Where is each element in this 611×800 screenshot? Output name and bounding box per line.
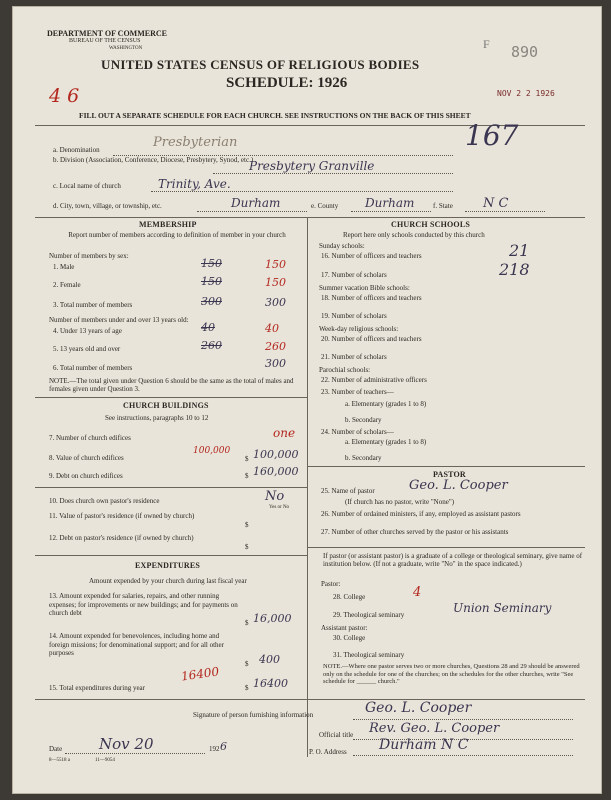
expenditures-sub: Amount expended by your church during last fiscal year <box>89 577 247 585</box>
q29-label: 29. Theological seminary <box>333 611 405 619</box>
schedule-number: 890 <box>511 43 539 61</box>
summer-label: Summer vacation Bible schools: <box>319 284 410 292</box>
age-label: Number of members under and over 13 years old: <box>49 316 189 324</box>
po-address-value: Durham N C <box>379 737 469 753</box>
q3-struck: 300 <box>201 295 222 308</box>
q4-label: 4. Under 13 years of age <box>53 327 122 335</box>
date-value: Nov 20 <box>99 735 154 753</box>
official-title-value: Rev. Geo. L. Cooper <box>369 721 500 736</box>
q9-label: 9. Debt on church edifices <box>49 472 123 480</box>
denomination-label: a. Denomination <box>53 146 100 154</box>
state-label: f. State <box>433 202 453 210</box>
sex-label: Number of members by sex: <box>49 252 129 260</box>
q8-value: 100,000 <box>253 448 299 461</box>
q15-value: 16400 <box>253 677 288 690</box>
q30-label: 30. College <box>333 634 366 642</box>
division-label: b. Division (Association, Conference, Diocese, Presbytery, Synod, etc.) <box>53 156 254 164</box>
q5-label: 5. 13 years old and over <box>53 345 121 353</box>
q2-struck: 150 <box>201 275 222 288</box>
buildings-heading: CHURCH BUILDINGS <box>123 401 209 410</box>
q25-label: 25. Name of pastor <box>321 487 375 495</box>
q12-label: 12. Debt on pastor's residence (if owned by church) <box>49 534 194 542</box>
date-year: 192 <box>209 745 220 753</box>
state-value: N C <box>483 196 509 211</box>
q23-label: 23. Number of teachers— <box>321 388 394 396</box>
po-address-label: P. O. Address <box>309 748 347 756</box>
q22-label: 22. Number of administrative officers <box>321 376 427 384</box>
q23b-label: b. Secondary <box>345 416 382 424</box>
q3-value: 300 <box>265 296 286 309</box>
census-schedule-page: DEPARTMENT OF COMMERCE BUREAU OF THE CENSUS WASHINGTON UNITED STATES CENSUS OF RELIGIOUS BODIES SCHEDULE: 1926 4 6 F 890 NOV 2 2 1926 FILL OUT A SEPARATE SCHEDULE FOR EACH CHURCH. SEE INSTRUCTIONS ON THE BACK OF THIS SHEET 167 a. Denomination Presbyterian b. Division (Association, Conference, Diocese, Presbytery, Synod, etc.) Presbytery Granville c. Local name of church Trinity, Ave. d. City, town, village, or township, etc. Durham e. County Durham f. State N C MEMBERSHIP Report number of members according to definition of member in your church Number of members by sex: 1. Male 150 150 2. Female 150 150 3. Total number of members 300 300 Number of members under and over 13 years old: 4. Under 13 years of age 40 40 5. 13 years old and over 260 260 6. Total number of members 300 NOTE.—The total given under Question 6 should be the same as the total of males and females given under Question 3. CHURCH BUILDINGS See instructions, paragraphs 10 to 12 7. Number of church edifices one 8. Value of church edifices 100,000 $ 100,000 9. Debt on church edifices $ 160,000 10. Does church own pastor's residence No Yes or No 11. Value of pastor's residence (if owned by church) $ 12. Debt on pastor's residence (if owned by church) $ EXPENDITURES Amount expended by your church during last fiscal year 13. Amount expended for salaries, repairs, and other running expenses; for improvements or new buildings; and for payments on church debt $ 16,000 14. Amount expended for benevolences, including home and foreign missions; for denominational support; and for all other purposes $ 400 16400 15. Total expenditures during year $ 16400 CHURCH SCHOOLS Report here only schools conducted by this church Sunday schools: 16. Number of officers and teachers 21 17. Number of scholars 218 Summer vacation Bible schools: 18. Number of officers and teachers 19. Number of scholars Week-day religious schools: 20. Number of officers and teachers 21. Number of scholars Parochial schools: 22. Number of administrative officers 23. Number of teachers— a. Elementary (grades 1 to 8) b. Secondary 24. Number of scholars— a. Elementary (grades 1 to 8) b. Secondary PASTOR 25. Name of pastor Geo. L. Cooper (If church has no pastor, write "None") 26. Number of ordained ministers, if any, employed as assistant pastors 27. Number of other churches served by the pastor or his assistants If pastor (or assistant pastor) is a graduate of a college or theological seminary, give name of institution below. (If not a graduate, write "No" in the space indicated.) Pastor: 28. College 4 29. Theological seminary Union Seminary Assistant pastor: 30. College 31. Theological seminary NOTE.—Where one pastor serves two or more churches, Questions 28 and 29 should be answered only on the schedule for one of the churches; on the schedules for the other churches, write "See schedule for ______ church." Signature of person furnishing information Geo. L. Cooper Official title Rev. Geo. L. Cooper Date Nov 20 192 6 P. O. Address Durham N C 8—5518 a 11—9054 <box>12 6 602 794</box>
q2-value: 150 <box>265 276 286 289</box>
q9-value: 160,000 <box>253 465 299 478</box>
q25-note: (If church has no pastor, write "None") <box>345 498 455 506</box>
city-value: Durham <box>231 196 281 210</box>
q5-value: 260 <box>265 340 286 353</box>
q16-value: 21 <box>509 241 530 260</box>
q13-label: 13. Amount expended for salaries, repairs, and other running expenses; for improvements or new buildings; and for payments on church debt <box>49 592 238 617</box>
q5-struck: 260 <box>201 339 222 352</box>
q4-value: 40 <box>265 322 279 335</box>
q18-label: 18. Number of officers and teachers <box>321 294 422 302</box>
parochial-label: Parochial schools: <box>319 366 371 374</box>
sunday-label: Sunday schools: <box>319 242 365 250</box>
q10-value: No <box>265 489 285 504</box>
print-code: 11—9054 <box>95 758 115 763</box>
county-value: Durham <box>365 196 415 210</box>
q14-value: 400 <box>259 653 280 666</box>
signature-label: Signature of person furnishing information <box>193 711 314 719</box>
q8-label: 8. Value of church edifices <box>49 454 124 462</box>
q14-label: 14. Amount expended for benevolences, including home and foreign missions; for denominational support; and for all other purposes <box>49 632 224 657</box>
q2-label: 2. Female <box>53 281 81 289</box>
schools-heading: CHURCH SCHOOLS <box>391 220 471 229</box>
q6-value: 300 <box>265 357 286 370</box>
q15-red-value: 16400 <box>180 664 220 684</box>
date-label: Date <box>49 745 63 753</box>
city-label: d. City, town, village, or township, etc. <box>53 202 162 210</box>
buildings-sub: See instructions, paragraphs 10 to 12 <box>105 414 209 422</box>
q1-struck: 150 <box>201 257 222 270</box>
county-label: e. County <box>311 202 339 210</box>
q1-label: 1. Male <box>53 263 75 271</box>
q7-label: 7. Number of church edifices <box>49 434 131 442</box>
instruction-line: FILL OUT A SEPARATE SCHEDULE FOR EACH CHURCH. SEE INSTRUCTIONS ON THE BACK OF THIS SHEET <box>79 111 471 120</box>
graduate-note: If pastor (or assistant pastor) is a graduate of a college or theological seminary, give name of institution below. (If not a graduate, write "No" in the space indicated.) <box>323 552 583 568</box>
q26-label: 26. Number of ordained ministers, if any, employed as assistant pastors <box>321 510 521 518</box>
q27-label: 27. Number of other churches served by the pastor or his assistants <box>321 528 509 536</box>
membership-intro: Report number of members according to definition of member in your church <box>68 231 286 239</box>
signature-value: Geo. L. Cooper <box>365 700 472 716</box>
q23a-label: a. Elementary (grades 1 to 8) <box>345 400 427 408</box>
q15-label: 15. Total expenditures during year <box>49 684 145 692</box>
local-name-value: Trinity, Ave. <box>158 177 231 191</box>
schools-sub: Report here only schools conducted by this church <box>343 231 485 239</box>
q7-value: one <box>273 426 296 440</box>
q24a-label: a. Elementary (grades 1 to 8) <box>345 438 427 446</box>
q31-label: 31. Theological seminary <box>333 651 405 659</box>
q29-value: Union Seminary <box>453 601 552 615</box>
q4-struck: 40 <box>201 321 215 334</box>
yes-no-hint: Yes or No <box>269 505 290 510</box>
q28-label: 28. College <box>333 593 366 601</box>
q10-label: 10. Does church own pastor's residence <box>49 497 160 505</box>
pastor-heading: PASTOR <box>433 470 466 479</box>
page-subtitle: SCHEDULE: 1926 <box>226 75 348 91</box>
weekday-label: Week-day religious schools: <box>319 325 399 333</box>
q20-label: 20. Number of officers and teachers <box>321 335 422 343</box>
q25-value: Geo. L. Cooper <box>409 478 508 493</box>
bureau-name: BUREAU OF THE CENSUS <box>69 38 141 44</box>
assistant-label: Assistant pastor: <box>321 624 368 632</box>
q11-label: 11. Value of pastor's residence (if owned by church) <box>49 512 195 520</box>
q28-value: 4 <box>413 585 422 600</box>
q17-label: 17. Number of scholars <box>321 271 387 279</box>
q24b-label: b. Secondary <box>345 454 382 462</box>
q6-label: 6. Total number of members <box>53 364 133 372</box>
big-code: 167 <box>465 119 519 152</box>
q3-label: 3. Total number of members <box>53 301 133 309</box>
membership-heading: MEMBERSHIP <box>139 220 197 229</box>
red-code: 4 6 <box>49 85 80 107</box>
bureau-city: WASHINGTON <box>109 46 143 51</box>
q17-value: 218 <box>499 260 530 279</box>
q1-value: 150 <box>265 258 286 271</box>
q8-red-value: 100,000 <box>193 446 231 456</box>
form-letter: F <box>483 37 490 51</box>
division-value: Presbytery Granville <box>249 159 375 173</box>
dept-name: DEPARTMENT OF COMMERCE <box>47 29 168 38</box>
page-title: UNITED STATES CENSUS OF RELIGIOUS BODIES <box>101 57 420 72</box>
pastor-sub-label: Pastor: <box>321 580 341 588</box>
q13-value: 16,000 <box>253 612 292 625</box>
received-stamp: NOV 2 2 1926 <box>497 89 555 98</box>
q16-label: 16. Number of officers and teachers <box>321 252 422 260</box>
date-year-digit: 6 <box>220 740 227 753</box>
denomination-value: Presbyterian <box>153 135 238 150</box>
membership-note: NOTE.—The total given under Question 6 should be the same as the total of males and females given under Question 3. <box>49 377 294 393</box>
q19-label: 19. Number of scholars <box>321 312 387 320</box>
q24-label: 24. Number of scholars— <box>321 428 394 436</box>
form-code: 8—5518 a <box>49 758 70 763</box>
expenditures-heading: EXPENDITURES <box>135 561 201 570</box>
q21-label: 21. Number of scholars <box>321 353 387 361</box>
official-title-label: Official title <box>319 731 354 739</box>
local-name-label: c. Local name of church <box>53 182 121 190</box>
pastor-note: NOTE.—Where one pastor serves two or more churches, Questions 28 and 29 should be answered only on the schedule for one of the churches; on the schedules for the other churches, write "See schedule for ______ church." <box>323 663 580 685</box>
